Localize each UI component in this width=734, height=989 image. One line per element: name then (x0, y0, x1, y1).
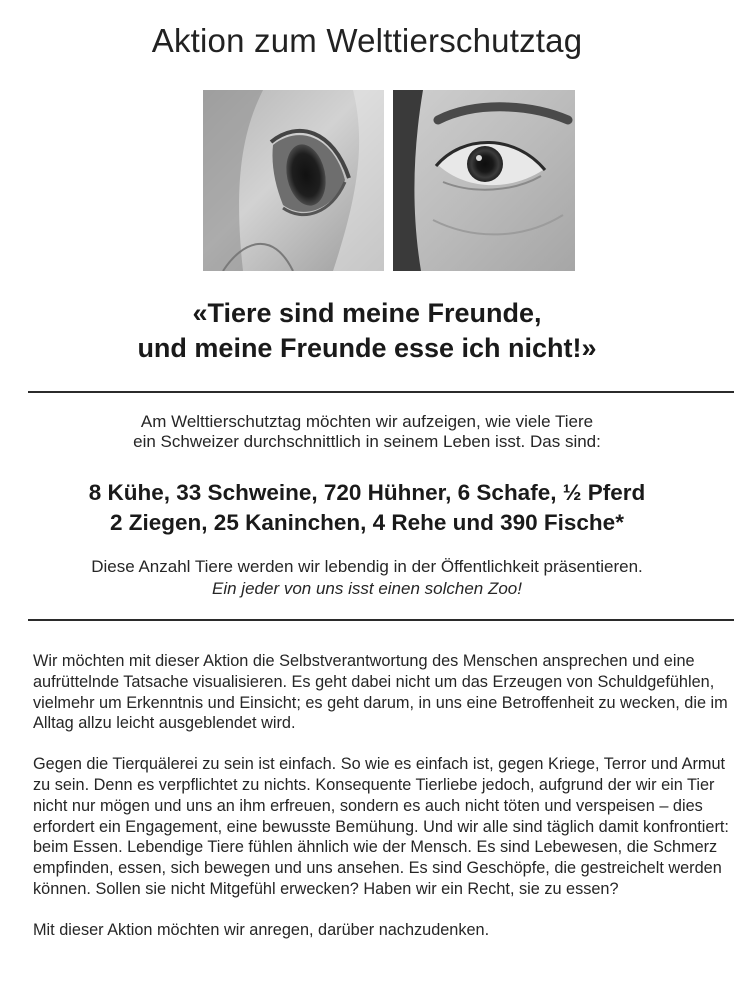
quote-headline (0, 296, 734, 366)
paragraph-1: Wir möchten mit dieser Aktion die Selbstverantwortung des Menschen ansprechen und eine aufrüttelnde Tatsache visualisieren. Es geht dabei nicht um das Erzeugen von Schuldgefühlen, vielmehr um Erkenntnis und Einsicht; es geht darum, in uns eine Betroffenheit zu wecken, die im Alltag allzu leicht ausgeblendet wird. (33, 652, 728, 733)
intro-text (0, 412, 734, 452)
presentation-note (0, 556, 734, 600)
body-text (33, 651, 733, 961)
counts-line-2: 2 Ziegen, 25 Kaninchen, 4 Rehe und 390 Fische* (110, 510, 624, 535)
horse-eye-photo (203, 90, 384, 271)
divider-top (28, 391, 734, 393)
counts-line-1: 8 Kühe, 33 Schweine, 720 Hühner, 6 Schafe, ½ Pferd (88, 480, 646, 505)
quote-line-1: «Tiere sind meine Freunde, (192, 298, 542, 328)
human-eye-photo (393, 90, 575, 271)
intro-line-1: Am Welttierschutztag möchten wir aufzeigen, wie viele Tiere (140, 412, 594, 431)
divider-bottom (28, 619, 734, 621)
intro-line-2: ein Schweizer durchschnittlich in seinem Leben isst. Das sind: (133, 432, 601, 451)
animal-counts (0, 478, 734, 538)
paragraph-2: Gegen die Tierquälerei zu sein ist einfach. So wie es einfach ist, gegen Kriege, Terror und Armut zu sein. Denn es verpflichtet zu nichts. Konsequente Tierliebe jedoch, aufgrund der wir ein Tier nicht nur mögen und uns an ihm erfreuen, sondern es auch nicht töten und verspeisen – dies erfordert ein Engagement, eine bewusste Bemühung. Und wir alle sind täglich damit konfrontiert: beim Essen. Lebendige Tiere fühlen ähnlich wie der Mensch. Es sind Lebewesen, die Schmerz empfinden, essen, sich bewegen und uns ansehen. Es sind Geschöpfe, die gestreichelt werden können. Sollen sie nicht Mitgefühl erwecken? Haben wir ein Recht, sie zu essen? (33, 755, 729, 898)
note-line-2: Ein jeder von uns isst einen solchen Zoo! (212, 579, 522, 598)
page-title: Aktion zum Welttierschutztag (151, 22, 583, 59)
paragraph-3: Mit dieser Aktion möchten wir anregen, darüber nachzudenken. (33, 920, 490, 939)
note-line-1: Diese Anzahl Tiere werden wir lebendig in der Öffentlichkeit präsentieren. (91, 557, 643, 576)
quote-line-2: und meine Freunde esse ich nicht!» (137, 333, 597, 363)
